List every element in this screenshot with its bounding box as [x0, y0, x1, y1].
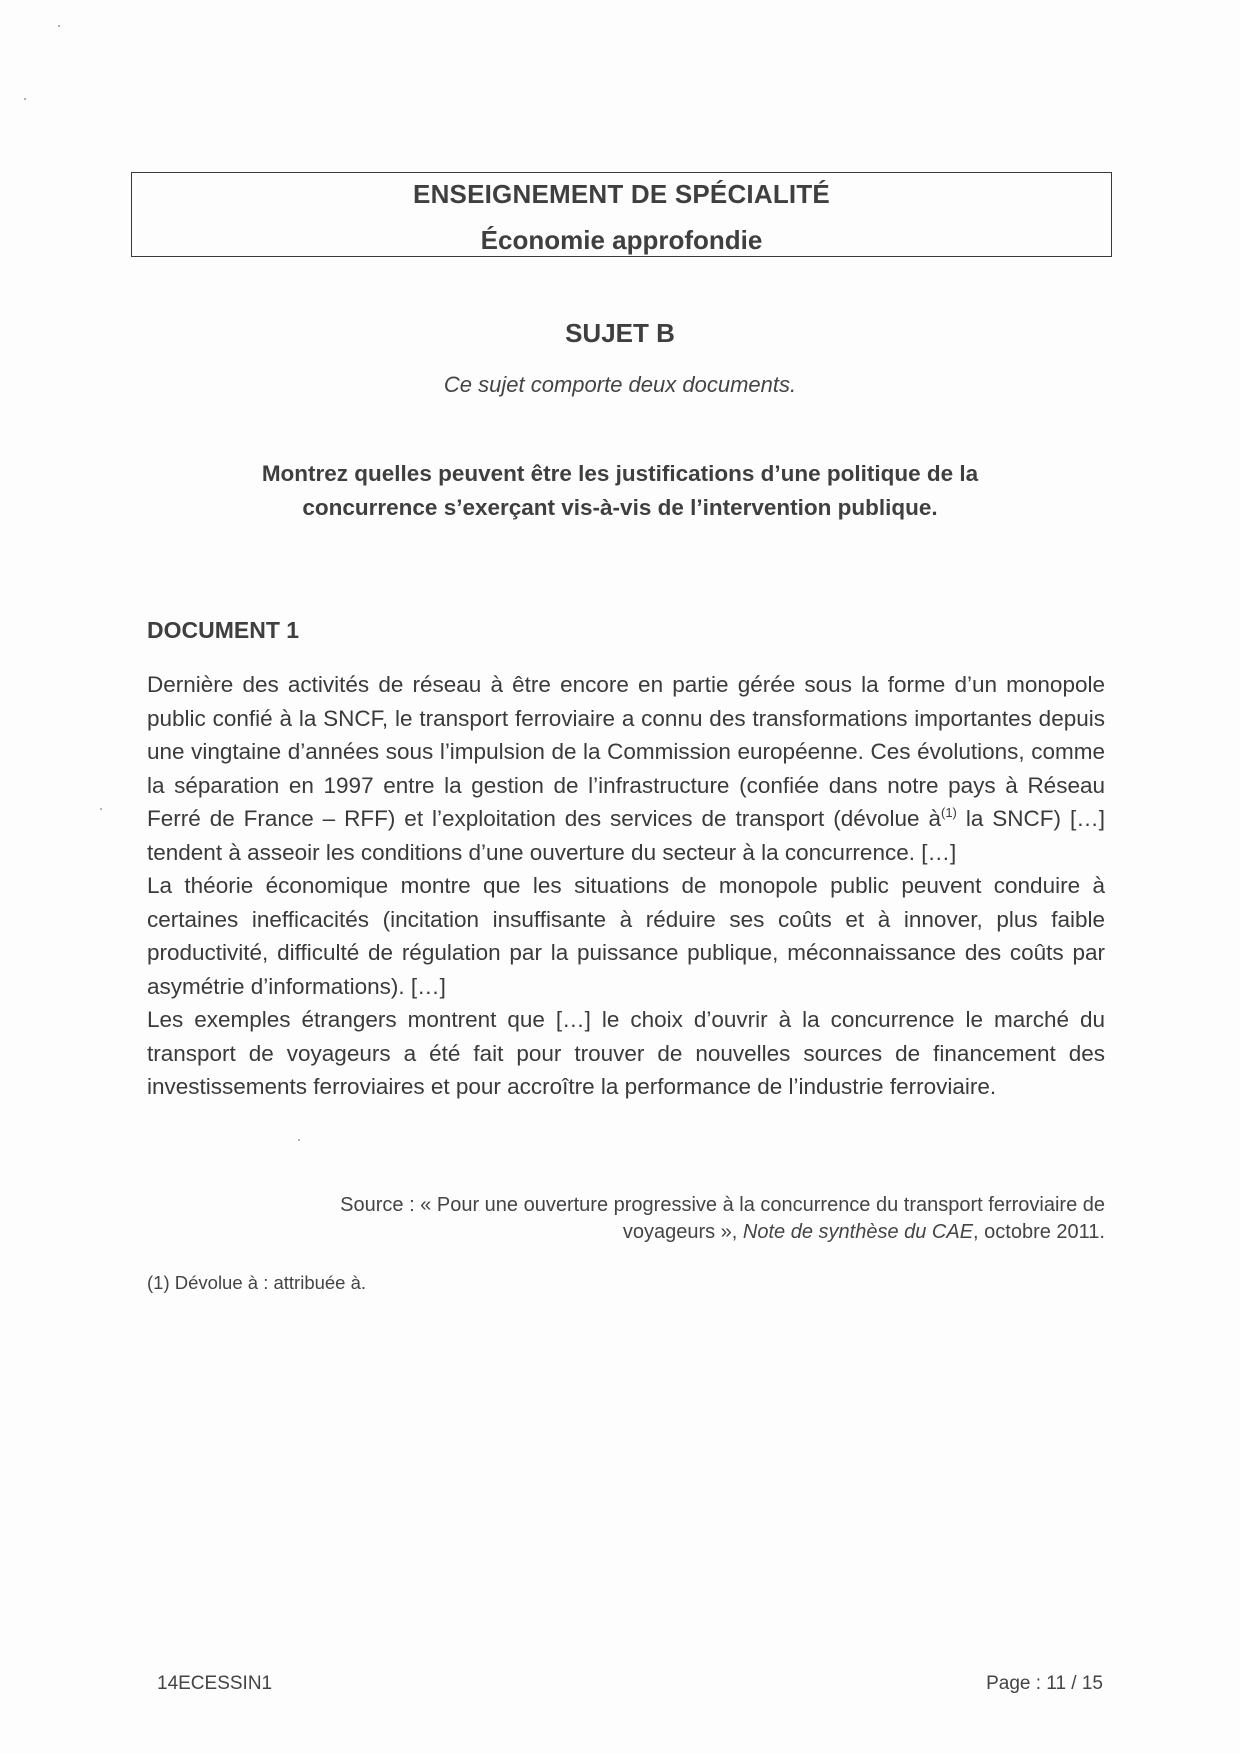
document-paragraph-1	[147, 668, 1105, 869]
footer-page-number: Page : 11 / 15	[986, 1673, 1103, 1694]
source-publication: Note de synthèse du CAE	[742, 1221, 974, 1243]
document-source	[200, 1192, 1105, 1246]
source-plain: voyageurs »,	[622, 1221, 743, 1243]
question-line-1: Montrez quelles peuvent être les justifications d’une politique de la	[261, 461, 979, 486]
scan-speck	[100, 808, 102, 810]
footer-code: 14ECESSIN1	[157, 1673, 273, 1694]
source-line-2	[200, 1219, 1105, 1246]
document-paragraph-3: Les exemples étrangers montrent que […] le choix d’ouvrir à la concurrence le marché du transport de voyageurs a été fait pour trouver de nouvelles sources de financement des investissements ferroviaires et pour accroître la performance de l’industrie ferroviaire.	[147, 1007, 1105, 1099]
exam-question	[150, 457, 1090, 525]
header-title: ENSEIGNEMENT DE SPÉCIALITÉ	[413, 179, 830, 209]
scan-speck	[24, 98, 26, 100]
footnote-marker: (1)	[940, 805, 957, 820]
subject-title: SUJET B	[565, 318, 675, 348]
question-line-2: concurrence s’exerçant vis-à-vis de l’intervention publique.	[302, 495, 938, 520]
document-paragraph-2: La théorie économique montre que les situations de monopole public peuvent conduire à certaines inefficacités (incitation insuffisante à réduire ses coûts et à innover, plus faible productivité, difficulté de régulation par la puissance publique, méconnaissance des coûts par asymétrie d’informations). […]	[147, 873, 1105, 999]
paragraph-1-text: Dernière des activités de réseau à être encore en partie gérée sous la forme d’un monopole public confié à la SNCF, le transport ferroviaire a connu des transformations importantes depuis une vingtaine d’années sous l’impulsion de la Commission européenne. Ces évolutions, comme la séparation en 1997 entre la gestion de l’infrastructure (confiée dans notre pays à Réseau Ferré de France – RFF) et l’exploitation des services de transport (dévolue à	[147, 672, 1105, 831]
header-box	[131, 172, 1112, 257]
source-date: , octobre 2011.	[973, 1221, 1105, 1243]
source-line-1: Source : « Pour une ouverture progressive à la concurrence du transport ferroviaire de	[340, 1194, 1105, 1216]
document-body	[147, 668, 1105, 1104]
footnote: (1) Dévolue à : attribuée à.	[147, 1272, 367, 1293]
document-heading: DOCUMENT 1	[147, 617, 300, 643]
paragraph-1-text-cont: la SNCF) […] tendent à asseoir les conditions d’une ouverture du secteur à la concurrence. […]	[147, 806, 1105, 865]
scan-speck	[58, 25, 60, 27]
scan-speck	[298, 1139, 300, 1141]
header-subtitle: Économie approfondie	[480, 225, 763, 255]
subject-intro: Ce sujet comporte deux documents.	[443, 372, 797, 397]
